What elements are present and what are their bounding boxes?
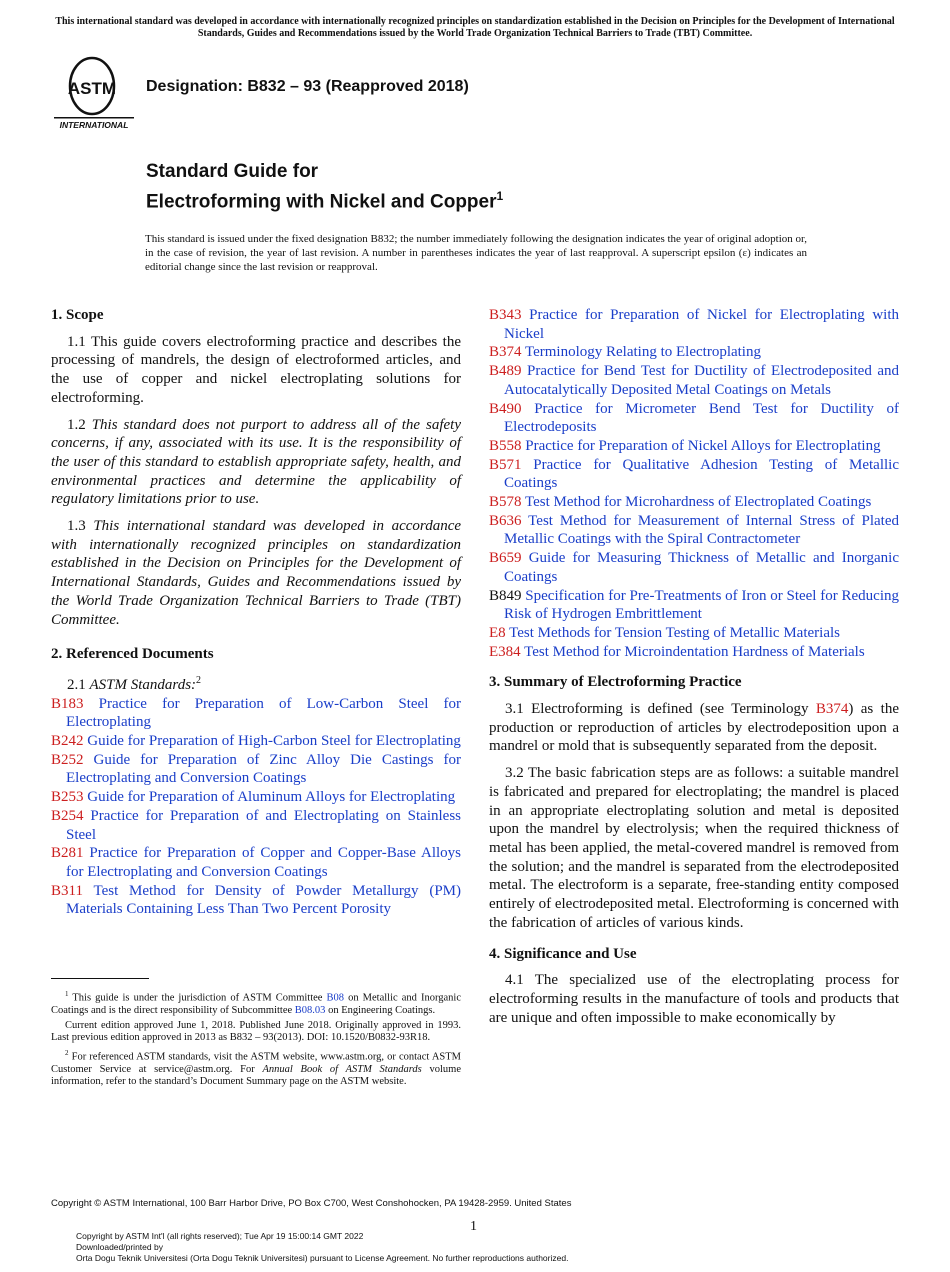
- reference-item: [489, 437, 899, 456]
- reference-item: [489, 306, 899, 343]
- reference-item: [51, 788, 461, 807]
- reference-title-link[interactable]: Guide for Preparation of Zinc Alloy Die Castings for Electroplating and Conversion Coatings: [66, 751, 462, 787]
- right-reference-list: [489, 306, 899, 661]
- reference-title-link[interactable]: Guide for Measuring Thickness of Metallic and Inorganic Coatings: [504, 550, 900, 585]
- download-line: Orta Dogu Teknik Universitesi (Orta Dogu Teknik Universitesi) pursuant to License Agreement. No further reproductions authorized.: [76, 1253, 569, 1263]
- footnote-1: $^1$ This guide is under the jurisdiction of ASTM Committee B08 on Metallic and Inorganic Coatings and is the direct responsibility of Subcommittee B08.03 on Engineering Coatings.: [51, 990, 461, 1016]
- reference-code-link[interactable]: B636: [489, 512, 522, 529]
- reference-code-link[interactable]: B849: [489, 587, 522, 604]
- reference-code-link[interactable]: B183: [51, 695, 84, 712]
- referenced-heading: 2. Referenced Documents: [51, 646, 214, 663]
- reference-item: [489, 400, 899, 437]
- scope-heading: 1. Scope: [51, 307, 104, 323]
- reference-title-link[interactable]: Practice for Preparation of and Electroplating on Stainless Steel: [66, 807, 462, 843]
- reference-title-link[interactable]: Practice for Qualitative Adhesion Testing of Metallic Coatings: [504, 456, 899, 492]
- footnote-1-edition: Current edition approved June 1, 2018. Published June 2018. Originally approved in 1993. Last previous edition approved in 2013 as B832 – 93(2013). DOI: 10.1520/B0832-93R18.: [51, 1019, 461, 1043]
- reference-title-link[interactable]: Guide for Preparation of High-Carbon Steel for Electroplating: [87, 733, 461, 750]
- reference-code-link[interactable]: B558: [489, 437, 522, 454]
- reference-item: [489, 549, 899, 586]
- reference-code-link[interactable]: B252: [51, 751, 84, 768]
- reference-item: [51, 732, 461, 751]
- document-title: [146, 160, 503, 214]
- left-reference-list: [51, 695, 461, 919]
- reference-code-link[interactable]: E384: [489, 643, 521, 660]
- reference-item: [489, 512, 899, 549]
- reference-code-link[interactable]: B343: [489, 307, 522, 323]
- significance-heading: 4. Significance and Use: [489, 945, 637, 962]
- summary-heading: 3. Summary of Electroforming Practice: [489, 674, 742, 691]
- reference-item: [489, 624, 899, 643]
- designation: Designation: B832 – 93 (Reapproved 2018): [146, 78, 469, 95]
- scope-1-2: 1.2 This standard does not purport to address all of the safety concerns, if any, associated with its use. It is the responsibility of the user of this standard to establish appropriate safety, health, and environmental practices and determine the applicability of regulatory limitations prior to use.: [51, 416, 462, 508]
- reference-item: [489, 456, 899, 493]
- reference-item: [489, 643, 899, 662]
- reference-title-link[interactable]: Practice for Micrometer Bend Test for Ductility of Electrodeposits: [504, 400, 899, 436]
- logo-mark: ASTM: [67, 79, 117, 98]
- footnotes: [51, 988, 461, 1091]
- download-line: Copyright by ASTM Int'l (all rights reserved); Tue Apr 19 15:00:14 GMT 2022: [76, 1231, 364, 1241]
- reference-title-link[interactable]: Test Method for Microindentation Hardness of Materials: [524, 643, 865, 660]
- footnote-rule: [51, 978, 149, 979]
- astm-logo: [52, 54, 136, 134]
- reference-item: [51, 882, 461, 919]
- page-number: 1: [470, 1219, 477, 1234]
- reference-code-link[interactable]: B254: [51, 807, 84, 824]
- committee-b08-link[interactable]: B08: [326, 992, 345, 1004]
- copyright-notice: Copyright © ASTM International, 100 Barr Harbor Drive, PO Box C700, West Conshohocken, PA 19428-2959. United States: [51, 1198, 572, 1209]
- reference-code-link[interactable]: B374: [489, 344, 522, 361]
- reference-code-link[interactable]: B311: [51, 882, 83, 899]
- reference-item: [51, 751, 461, 788]
- title-line-2: Electroforming with Nickel and Copper$^1$: [146, 189, 504, 213]
- reference-item: [51, 844, 461, 881]
- summary-3-1: 3.1 Electroforming is defined (see Terminology B374) as the production or reproduction of articles by electrodeposition upon a mandrel or mold that is subsequently separated from the deposit.: [489, 701, 899, 755]
- reference-code-link[interactable]: B489: [489, 363, 522, 380]
- reference-title-link[interactable]: Specification for Pre-Treatments of Iron or Steel for Reducing Risk of Hydrogen Embrittlement: [504, 587, 900, 623]
- reference-title-link[interactable]: Practice for Preparation of Copper and Copper-Base Alloys for Electroplating and Conversion Coatings: [66, 845, 462, 880]
- reference-code-link[interactable]: B490: [489, 400, 522, 417]
- issued-note: This standard is issued under the fixed designation B832; the number immediately following the designation indicates the year of original adoption or, in the case of revision, the year of last revision. A number in parentheses indicates the year of last reapproval. A superscript epsilon (ε) indicates an editorial change since the last revision or reapproval.: [145, 233, 807, 273]
- reference-title-link[interactable]: Test Method for Density of Powder Metallurgy (PM) Materials Containing Less Than Two Percent Porosity: [66, 882, 462, 918]
- reference-code-link[interactable]: B571: [489, 456, 522, 473]
- terminology-b374-link[interactable]: B374: [815, 701, 849, 718]
- reference-title-link[interactable]: Practice for Bend Test for Ductility of Electrodeposited and Autocatalytically Deposited Metal Coatings on Metals: [504, 363, 899, 398]
- reference-title-link[interactable]: Practice for Preparation of Nickel Alloys for Electroplating: [525, 437, 881, 454]
- reference-title-link[interactable]: Practice for Preparation of Nickel for Electroplating with Nickel: [504, 307, 899, 342]
- reference-title-link[interactable]: Test Methods for Tension Testing of Metallic Materials: [509, 624, 840, 641]
- title-line-1: Standard Guide for: [146, 161, 319, 182]
- reference-code-link[interactable]: B253: [51, 789, 84, 806]
- summary-3-2: 3.2 The basic fabrication steps are as follows: a suitable mandrel is fabricated and prepared for electroplating; the mandrel is placed in an appropriate electroplating solution and metal is deposited upon the mandrel by electrolysis; when the required thickness of metal has been applied, the metal-covered mandrel is removed from the solution; and the mandrel is separated from the electrodeposited metal. The electroform is a separate, free-standing entity composed entirely of electrodeposited metal. Electroforming is concerned with the fabrication of articles of various kinds.: [489, 765, 899, 931]
- reference-title-link[interactable]: Practice for Preparation of Low-Carbon Steel for Electroplating: [66, 695, 462, 731]
- right-column: [489, 306, 899, 1035]
- reference-title-link[interactable]: Test Method for Measurement of Internal Stress of Plated Metallic Coatings with the Spiral Contractometer: [504, 512, 900, 548]
- download-info: [76, 1231, 568, 1264]
- scope-1-3: 1.3 This international standard was developed in accordance with internationally recognized principles on standardization established in the Decision on Principles for the Development of International Standards, Guides and Recommendations issued by the World Trade Organization Technical Barriers to Trade (TBT) Committee.: [51, 518, 462, 628]
- title-footnote-mark: 1: [496, 189, 504, 203]
- left-column: [51, 306, 461, 919]
- reference-item: [489, 362, 899, 399]
- reference-code-link[interactable]: B659: [489, 550, 522, 567]
- reference-item: [489, 493, 899, 512]
- reference-title-link[interactable]: Terminology Relating to Electroplating: [525, 344, 761, 361]
- reference-item: [51, 807, 461, 844]
- footnote-2: $^2$ For referenced ASTM standards, visit the ASTM website, www.astm.org, or contact ASTM Customer Service at service@astm.org. For Annual Book of ASTM Standards volume information, refer to the standard’s Document Summary page on the ASTM website.: [51, 1048, 461, 1087]
- astm-standards-label: 2.1 ASTM Standards:$^2$: [67, 674, 202, 693]
- subcommittee-b0803-link[interactable]: B08.03: [294, 1005, 326, 1016]
- reference-code-link[interactable]: B281: [51, 845, 84, 862]
- top-note: This international standard was developed in accordance with internationally recognized principles on standardization established in the Decision on Principles for the Development of International Standards, Guides and Recommendations issued by the World Trade Organization Technical Barriers to Trade (TBT) Committee.: [55, 16, 895, 39]
- reference-item: [489, 343, 899, 362]
- download-line: Downloaded/printed by: [76, 1242, 163, 1252]
- reference-title-link[interactable]: Test Method for Microhardness of Electroplated Coatings: [525, 494, 872, 511]
- reference-code-link[interactable]: B578: [489, 494, 522, 511]
- reference-code-link[interactable]: B242: [51, 733, 84, 750]
- significance-4-1: 4.1 The specialized use of the electroplating process for electroforming results in the manufacture of tools and products that are unique and often impossible to make economically by: [489, 972, 899, 1026]
- logo-label: INTERNATIONAL: [59, 120, 129, 130]
- reference-item: [489, 587, 899, 624]
- reference-item: [51, 695, 461, 732]
- reference-title-link[interactable]: Guide for Preparation of Aluminum Alloys for Electroplating: [87, 789, 456, 806]
- scope-1-1: 1.1 This guide covers electroforming practice and describes the processing of mandrels, the design of electroformed articles, and the use of copper and nickel electroplating solutions for electroforming.: [51, 333, 461, 406]
- reference-code-link[interactable]: E8: [489, 624, 506, 641]
